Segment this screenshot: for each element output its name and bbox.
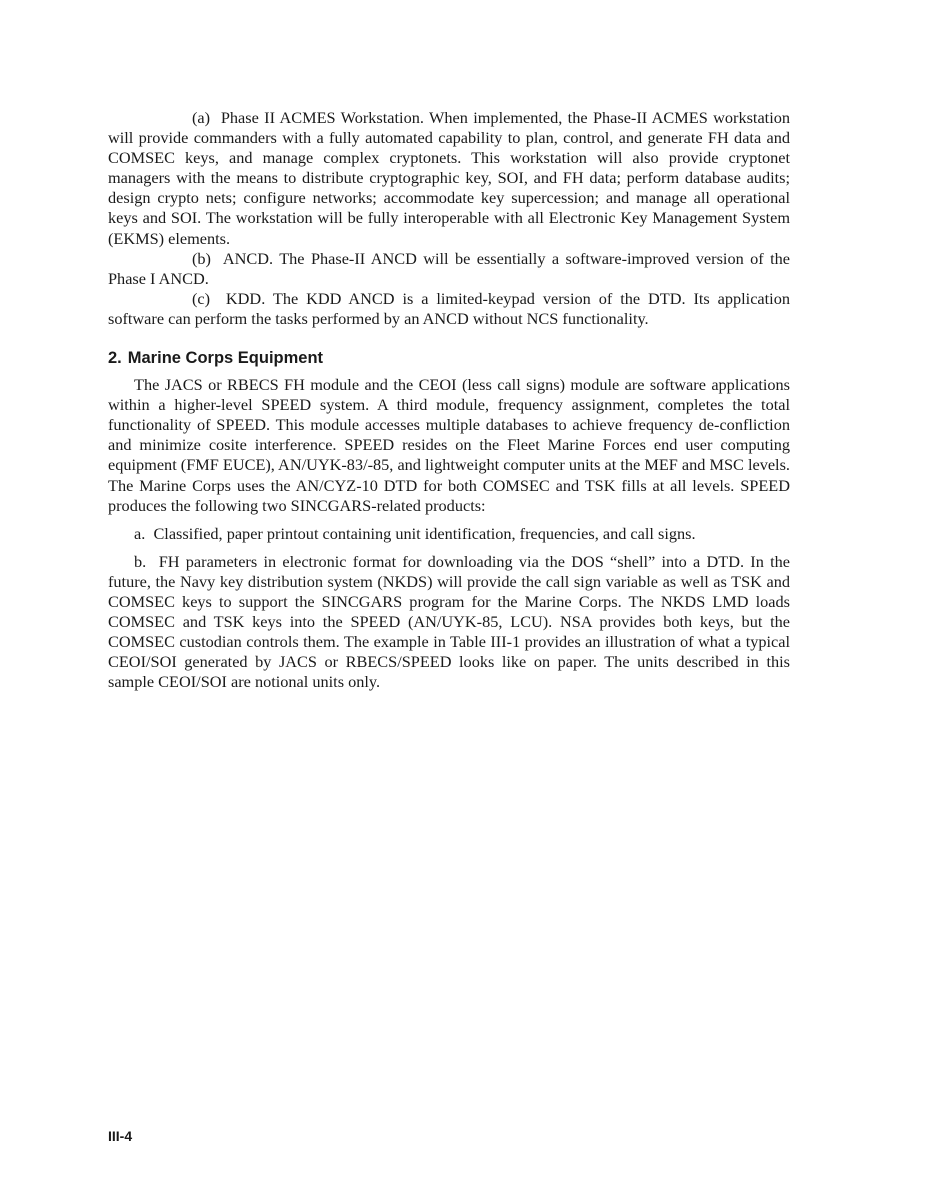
- item-label: (a): [192, 108, 211, 127]
- paragraph-marine-intro: The JACS or RBECS FH module and the CEOI (less call signs) module are software applications within a higher-level SPEED system. A third module, frequency assignment, completes the total functionality of SPEED. This module accesses multiple databases to achieve frequency de-confliction and minimize cosite interference. SPEED resides on the Fleet Marine Forces end user computing equipment (FMF EUCE), AN/UYK-83/-85, and lightweight computer units at the MEF and MSC levels. The Marine Corps uses the AN/CYZ-10 DTD for both COMSEC and TSK fills at all levels. SPEED produces the following two SINCGARS-related products:: [108, 375, 790, 515]
- paragraph-kdd: [108, 289, 790, 329]
- list-item-b: [108, 552, 790, 693]
- section-title: Marine Corps Equipment: [127, 349, 324, 368]
- page-number: III-4: [108, 1128, 133, 1144]
- section-number: 2.: [108, 349, 122, 368]
- item-label: b.: [134, 551, 147, 571]
- section-heading: [108, 347, 790, 369]
- paragraph-phase2-acmes: [108, 108, 790, 249]
- item-label: (b): [192, 248, 211, 268]
- item-text: Phase II ACMES Workstation. When implemented, the Phase-II ACMES workstation will provide commanders with a fully automated capability to plan, control, and generate FH data and COMSEC keys, and manage complex cryptonets. This workstation will also provide cryptonet managers with the means to distribute cryptographic key, SOI, and FH data; perform database audits; design crypto nets; configure networks; accommodate key supercession; and manage all operational keys and SOI. The workstation will be fully interoperable with all Electronic Key Management System (EKMS) elements.: [108, 108, 790, 248]
- item-text: ANCD. The Phase-II ANCD will be essentially a software-improved version of the Phase I ANCD.: [108, 248, 790, 288]
- document-page: [108, 108, 790, 692]
- item-text: FH parameters in electronic format for downloading via the DOS “shell” into a DTD. In the future, the Navy key distribution system (NKDS) will provide the call sign variable as well as TSK and COMSEC keys to support the SINCGARS program for the Marine Corps. The NKDS LMD loads COMSEC and TSK keys into the SPEED (AN/UYK-85, LCU). NSA provides both keys, but the COMSEC custodian controls them. The example in Table III-1 provides an illustration of what a typical CEOI/SOI generated by JACS or RBECS/SPEED looks like on paper. The units described in this sample CEOI/SOI are notional units only.: [108, 551, 790, 692]
- item-text: KDD. The KDD ANCD is a limited-keypad version of the DTD. Its application software can perform the tasks performed by an ANCD without NCS functionality.: [108, 288, 790, 328]
- list-item-a: [108, 524, 790, 544]
- paragraph-ancd: [108, 249, 790, 289]
- item-label: a.: [134, 523, 146, 543]
- item-text: Classified, paper printout containing unit identification, frequencies, and call signs.: [153, 523, 696, 543]
- item-label: (c): [192, 288, 211, 308]
